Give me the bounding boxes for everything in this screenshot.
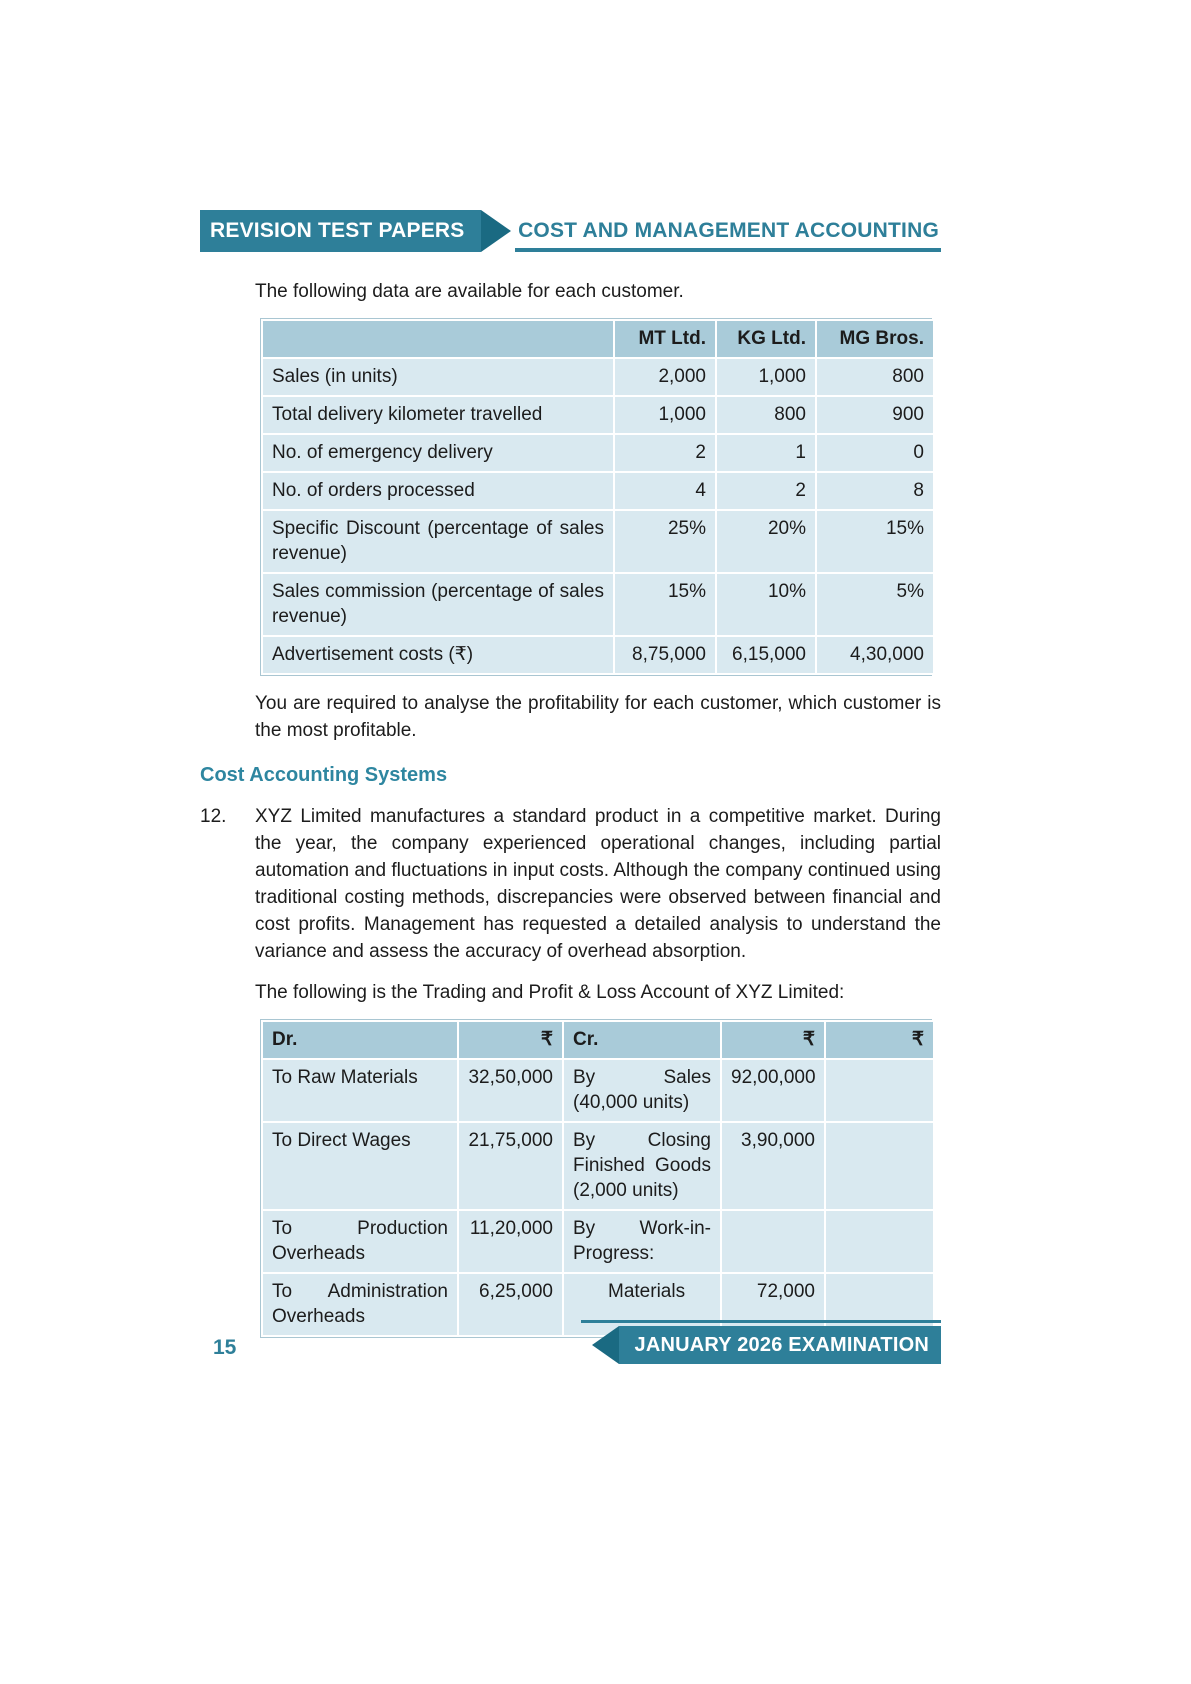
footer-banner-label: JANUARY 2026 EXAMINATION bbox=[634, 1333, 929, 1356]
table-row bbox=[262, 396, 934, 434]
pl-table-header-row bbox=[262, 1021, 934, 1059]
row-label: No. of orders processed bbox=[262, 472, 614, 510]
cell-kg: 1 bbox=[716, 434, 816, 472]
question-text: XYZ Limited manufactures a standard product in a competitive market. During the year, the company experienced operational changes, including partial automation and fluctuations in input costs. Although the company continued using traditional costing methods, discrepancies were observed between financial and cost profits. Management has requested a detailed analysis to understand the variance and assess the accuracy of overhead absorption. bbox=[255, 806, 941, 962]
table-row bbox=[262, 434, 934, 472]
table-row bbox=[262, 1210, 934, 1273]
intro-text: The following data are available for each customer. bbox=[255, 281, 684, 302]
cr-total bbox=[825, 1059, 934, 1122]
cell-kg: 1,000 bbox=[716, 358, 816, 396]
pl-account-intro: The following is the Trading and Profit & Loss Account of XYZ Limited: bbox=[255, 982, 845, 1003]
page-title: COST AND MANAGEMENT ACCOUNTING bbox=[518, 219, 939, 242]
customer-table-header-row bbox=[262, 320, 934, 358]
table-row bbox=[262, 1059, 934, 1122]
dr-amount: 11,20,000 bbox=[458, 1210, 563, 1273]
table-row bbox=[262, 573, 934, 636]
cell-mt: 15% bbox=[614, 573, 716, 636]
row-label: Total delivery kilometer travelled bbox=[262, 396, 614, 434]
cell-mg: 8 bbox=[816, 472, 934, 510]
cr-particular: By Work-in-Progress: bbox=[563, 1210, 721, 1273]
page-number: 15 bbox=[213, 1336, 237, 1359]
cell-mt: 2,000 bbox=[614, 358, 716, 396]
row-label: Sales commission (percentage of sales revenue) bbox=[262, 573, 614, 636]
cell-mg: 5% bbox=[816, 573, 934, 636]
dr-particular: To Administration Overheads bbox=[262, 1273, 458, 1336]
table-row bbox=[262, 358, 934, 396]
column-header-rupee-3: ₹ bbox=[825, 1021, 934, 1059]
cell-mg: 4,30,000 bbox=[816, 636, 934, 674]
cr-amount: 92,00,000 bbox=[721, 1059, 825, 1122]
dr-particular: To Direct Wages bbox=[262, 1122, 458, 1210]
customer-data-table bbox=[260, 318, 932, 676]
cell-mg: 15% bbox=[816, 510, 934, 573]
cr-particular: Materials bbox=[563, 1273, 721, 1336]
question-item-12 bbox=[200, 803, 941, 965]
cr-total bbox=[825, 1210, 934, 1273]
cell-mg: 800 bbox=[816, 358, 934, 396]
column-header-mt: MT Ltd. bbox=[614, 320, 716, 358]
column-header-rupee-2: ₹ bbox=[721, 1021, 825, 1059]
header-banner bbox=[200, 210, 481, 252]
cell-mt: 8,75,000 bbox=[614, 636, 716, 674]
header-banner-label: REVISION TEST PAPERS bbox=[210, 219, 465, 242]
cell-kg: 2 bbox=[716, 472, 816, 510]
row-label: Sales (in units) bbox=[262, 358, 614, 396]
cell-mt: 2 bbox=[614, 434, 716, 472]
row-label: Specific Discount (percentage of sales revenue) bbox=[262, 510, 614, 573]
cell-mt: 1,000 bbox=[614, 396, 716, 434]
column-header-dr: Dr. bbox=[262, 1021, 458, 1059]
cell-mt: 4 bbox=[614, 472, 716, 510]
column-header-mg: MG Bros. bbox=[816, 320, 934, 358]
page-header bbox=[200, 210, 941, 252]
section-heading: Cost Accounting Systems bbox=[200, 764, 448, 786]
cr-amount: 72,000 bbox=[721, 1273, 825, 1336]
page-footer bbox=[200, 1316, 941, 1376]
cell-kg: 6,15,000 bbox=[716, 636, 816, 674]
header-title-wrap bbox=[515, 219, 942, 252]
cell-kg: 20% bbox=[716, 510, 816, 573]
column-header-rupee-1: ₹ bbox=[458, 1021, 563, 1059]
dr-amount: 6,25,000 bbox=[458, 1273, 563, 1336]
question-number: 12. bbox=[200, 806, 227, 827]
dr-amount: 21,75,000 bbox=[458, 1122, 563, 1210]
cell-mg: 900 bbox=[816, 396, 934, 434]
row-label: Advertisement costs (₹) bbox=[262, 636, 614, 674]
column-header-kg: KG Ltd. bbox=[716, 320, 816, 358]
cell-mg: 0 bbox=[816, 434, 934, 472]
footer-divider bbox=[581, 1320, 941, 1323]
cr-particular: By Closing Finished Goods (2,000 units) bbox=[563, 1122, 721, 1210]
table-row bbox=[262, 636, 934, 674]
table-row bbox=[262, 510, 934, 573]
trading-pl-table bbox=[260, 1019, 932, 1338]
requirement-text: You are required to analyse the profitability for each customer, which customer is the most profitable. bbox=[255, 693, 941, 741]
cell-kg: 10% bbox=[716, 573, 816, 636]
dr-amount: 32,50,000 bbox=[458, 1059, 563, 1122]
cell-mt: 25% bbox=[614, 510, 716, 573]
cr-amount bbox=[721, 1210, 825, 1273]
cr-amount: 3,90,000 bbox=[721, 1122, 825, 1210]
column-header-cr: Cr. bbox=[563, 1021, 721, 1059]
column-header-blank bbox=[262, 320, 614, 358]
cr-particular: By Sales (40,000 units) bbox=[563, 1059, 721, 1122]
dr-particular: To Raw Materials bbox=[262, 1059, 458, 1122]
table-row bbox=[262, 1122, 934, 1210]
dr-particular: To Production Overheads bbox=[262, 1210, 458, 1273]
footer-banner bbox=[619, 1326, 942, 1364]
row-label: No. of emergency delivery bbox=[262, 434, 614, 472]
table-row bbox=[262, 472, 934, 510]
cell-kg: 800 bbox=[716, 396, 816, 434]
page-content bbox=[200, 210, 941, 1338]
cr-total bbox=[825, 1122, 934, 1210]
